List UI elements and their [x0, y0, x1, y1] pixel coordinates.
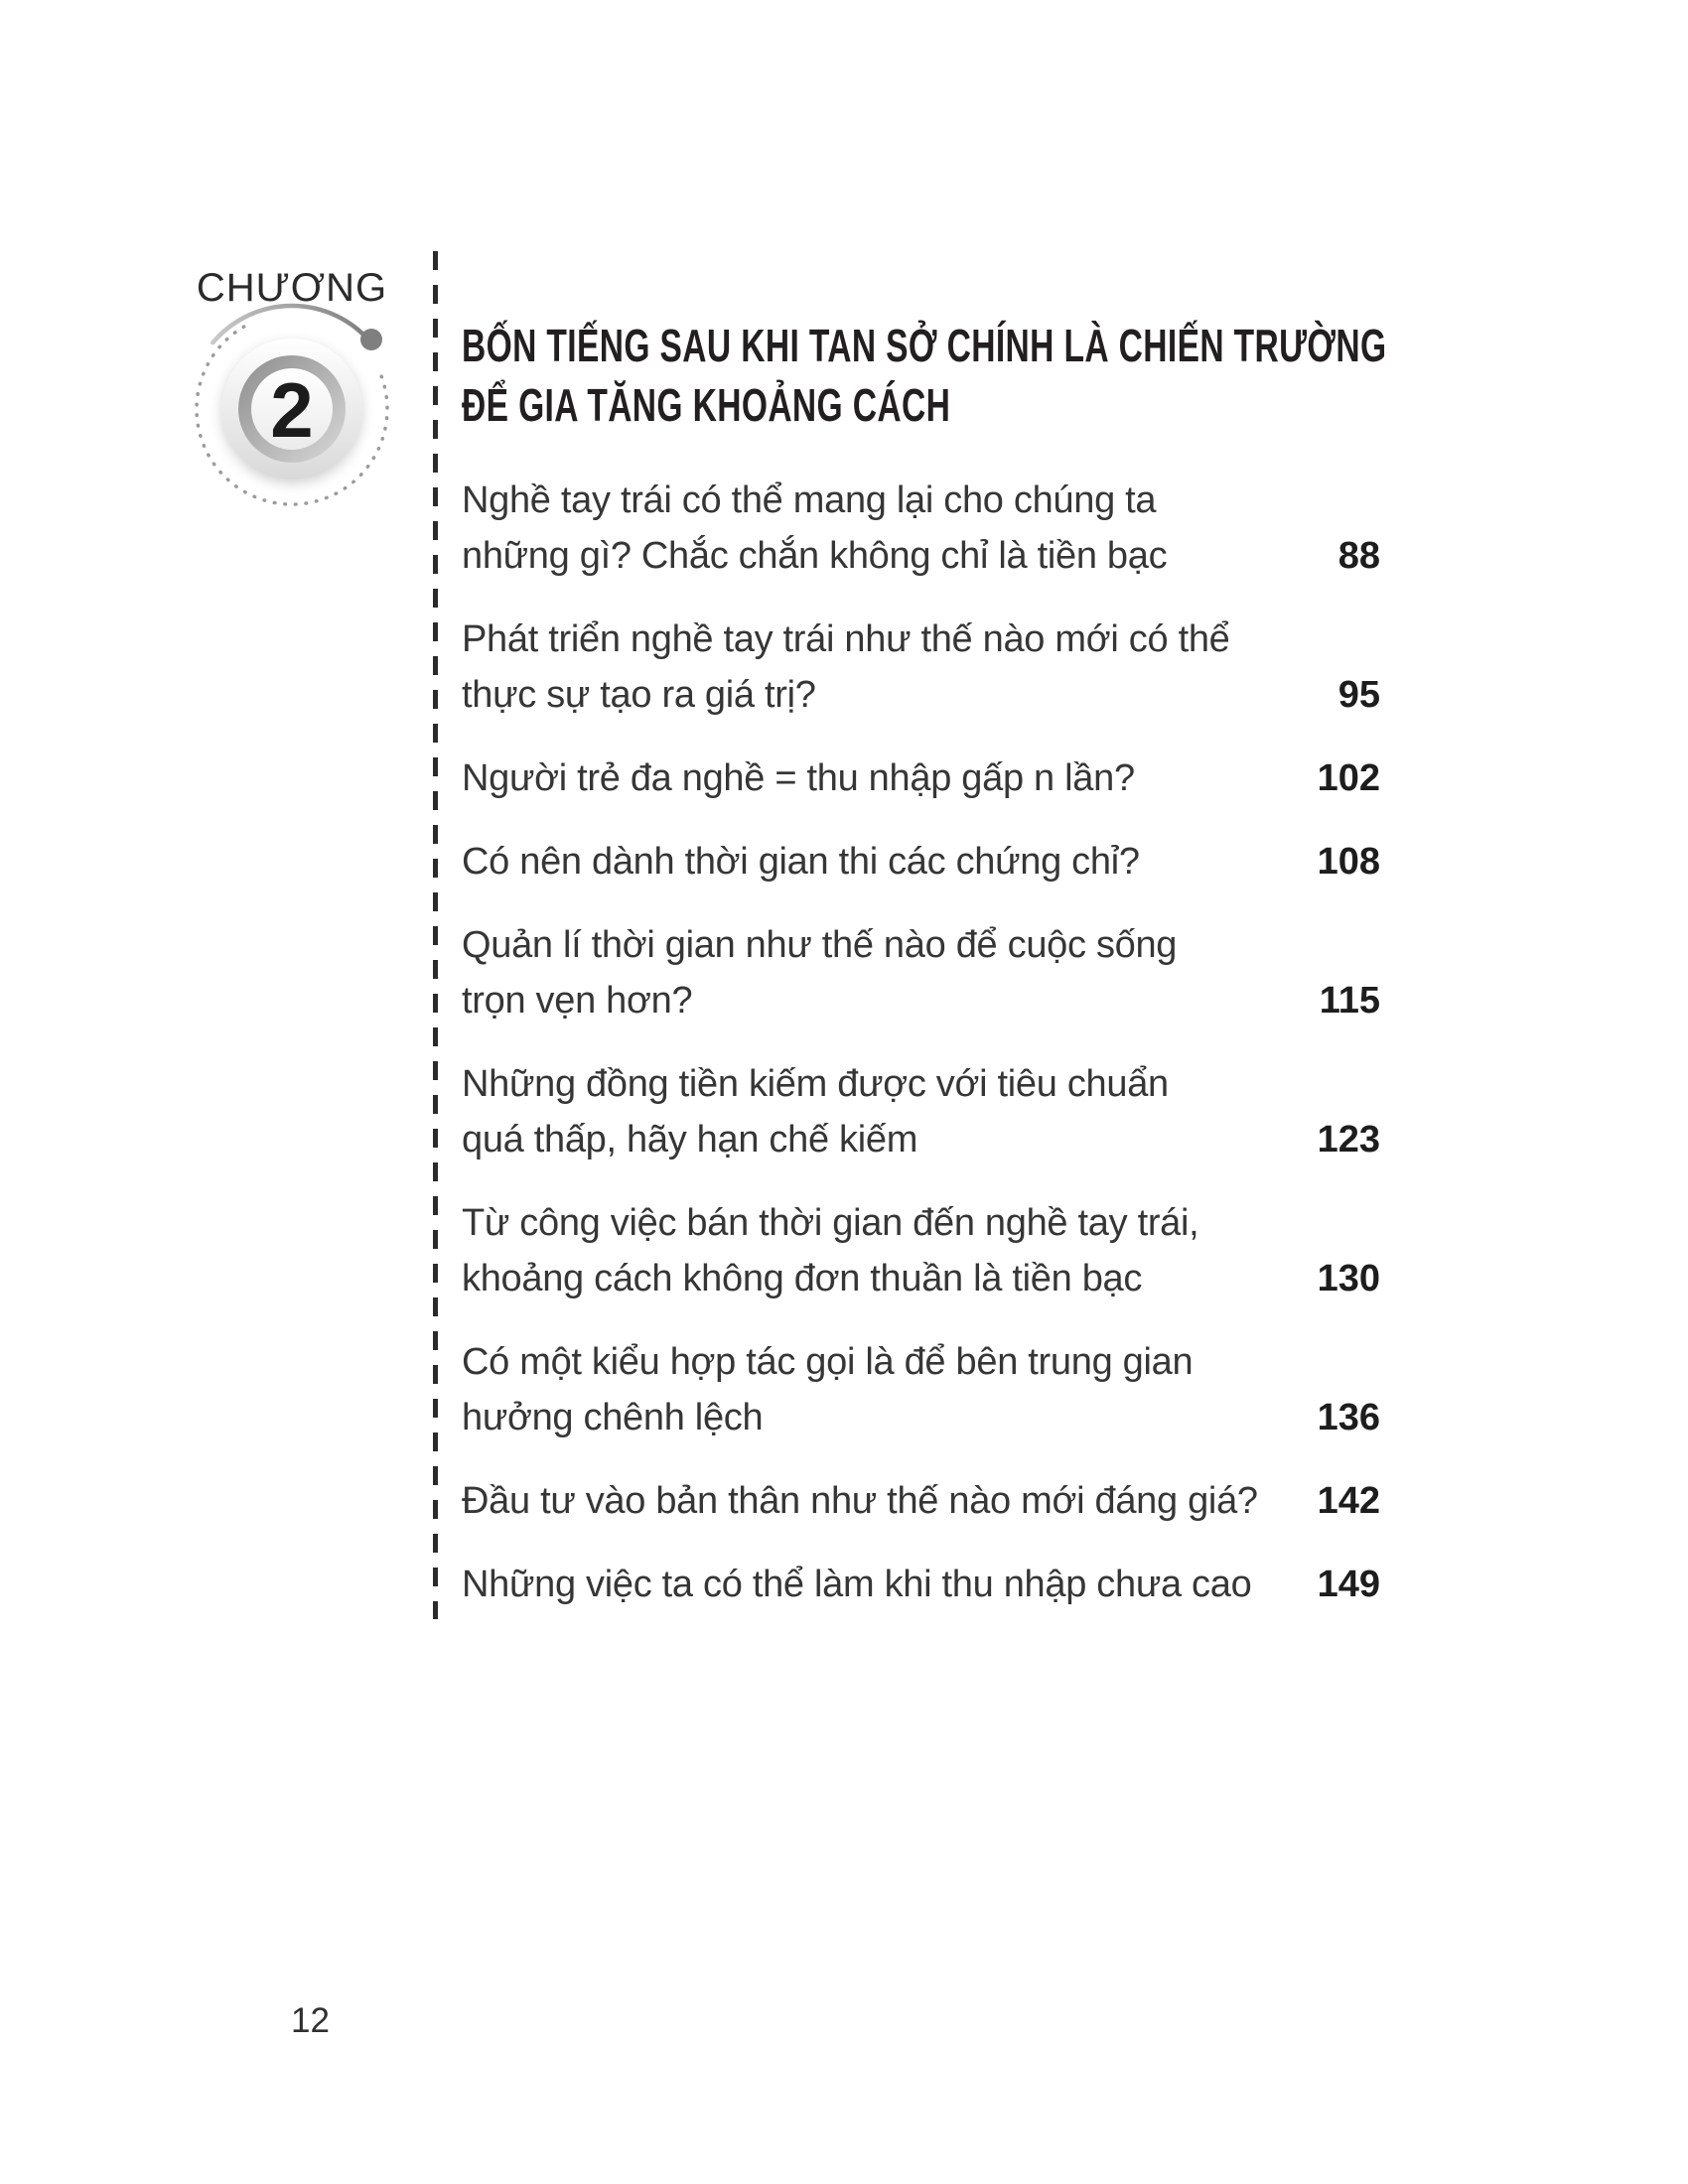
toc-entry-text — [462, 917, 1177, 1028]
toc-entry-line: Từ công việc bán thời gian đến nghề tay trái, — [462, 1202, 1199, 1244]
toc-entry-line: khoảng cách không đơn thuần là tiền bạc — [462, 1258, 1143, 1299]
toc-entry-line: trọn vẹn hơn? — [462, 980, 693, 1022]
toc-entry-page-number: 88 — [1337, 535, 1380, 577]
toc-entry — [462, 917, 1380, 1028]
toc-entry-line: Người trẻ đa nghề = thu nhập gấp n lần? — [462, 757, 1135, 799]
toc-entry — [462, 1473, 1380, 1529]
toc-entry-page-number: 130 — [1317, 1258, 1380, 1299]
toc-entry-line: Nghề tay trái có thể mang lại cho chúng ta — [462, 479, 1157, 521]
toc-entry-text — [462, 834, 1140, 889]
chapter-number: 2 — [270, 366, 314, 454]
toc-entry-page-number: 136 — [1317, 1397, 1380, 1438]
page-number-footer: 12 — [291, 2001, 330, 2040]
toc-entry-text — [462, 1473, 1258, 1529]
toc-entry-line: thực sự tạo ra giá trị? — [462, 674, 816, 716]
toc-entry-line: Có một kiểu hợp tác gọi là để bên trung gian — [462, 1341, 1194, 1383]
toc-entry-text — [462, 1557, 1251, 1612]
toc-content — [462, 316, 1387, 1640]
chapter-title-line-1: BỐN TIẾNG SAU KHI TAN SỞ CHÍNH LÀ CHIẾN TRƯỜNG — [462, 320, 1387, 371]
toc-entry-text — [462, 1334, 1193, 1445]
toc-entry — [462, 612, 1380, 723]
toc-entry — [462, 751, 1380, 806]
toc-entry — [462, 1557, 1380, 1612]
toc-entry-line: Đầu tư vào bản thân như thế nào mới đáng giá? — [462, 1480, 1258, 1522]
toc-entry-line: Có nên dành thời gian thi các chứng chỉ? — [462, 841, 1140, 883]
toc-entry-page-number: 95 — [1337, 674, 1380, 716]
toc-entry — [462, 1334, 1380, 1445]
toc-entry-line: những gì? Chắc chắn không chỉ là tiền bạc — [462, 535, 1168, 577]
toc-entry-page-number: 115 — [1319, 980, 1380, 1022]
toc-entry-page-number: 123 — [1317, 1119, 1380, 1160]
toc-entry-line: Quản lí thời gian như thế nào để cuộc sống — [462, 924, 1178, 966]
chapter-label: CHƯƠNG — [196, 266, 388, 310]
dashed-divider — [433, 251, 438, 1619]
chapter-title — [462, 316, 1387, 435]
toc-list — [462, 473, 1380, 1612]
toc-entry-page-number: 149 — [1317, 1564, 1380, 1605]
toc-entry-text — [462, 612, 1230, 723]
toc-entry-line: hưởng chênh lệch — [462, 1397, 764, 1438]
toc-entry-page-number: 102 — [1317, 757, 1380, 799]
toc-entry-page-number: 142 — [1317, 1480, 1380, 1522]
toc-entry-text — [462, 473, 1167, 584]
toc-entry-line: Phát triển nghề tay trái như thế nào mới có thể — [462, 618, 1230, 660]
chapter-title-line-2: ĐỂ GIA TĂNG KHOẢNG CÁCH — [462, 379, 951, 431]
chapter-badge — [143, 290, 441, 538]
toc-entry-page-number: 108 — [1317, 841, 1380, 883]
solid-orbit-arc — [212, 306, 369, 342]
toc-entry-line: Những đồng tiền kiếm được với tiêu chuẩn — [462, 1063, 1169, 1105]
toc-entry-text — [462, 1195, 1198, 1306]
orbit-dot — [360, 329, 382, 350]
toc-entry — [462, 1056, 1380, 1167]
toc-entry — [462, 834, 1380, 889]
toc-entry — [462, 473, 1380, 584]
toc-entry-line: Những việc ta có thể làm khi thu nhập chưa cao — [462, 1564, 1252, 1605]
toc-entry-text — [462, 1056, 1169, 1167]
toc-entry — [462, 1195, 1380, 1306]
toc-entry-text — [462, 751, 1135, 806]
toc-entry-line: quá thấp, hãy hạn chế kiếm — [462, 1119, 918, 1160]
